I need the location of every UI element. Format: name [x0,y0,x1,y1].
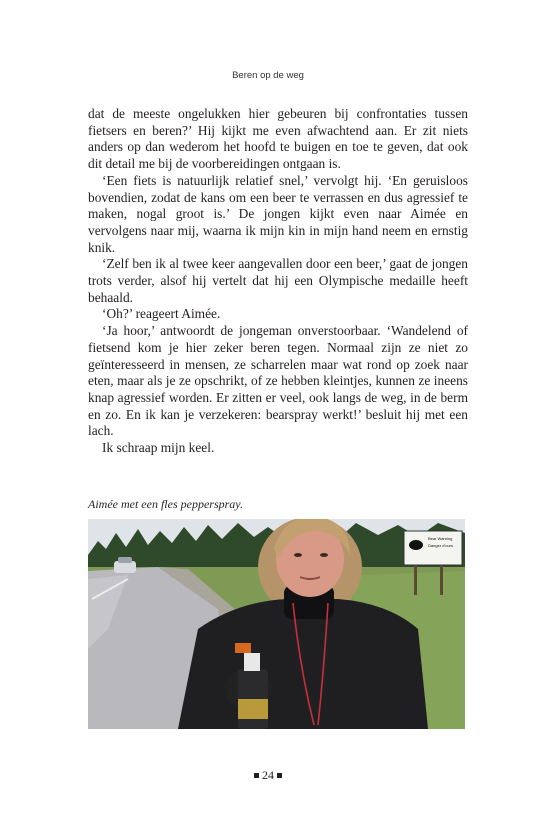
running-header: Beren op de weg [232,70,304,81]
body-text [88,106,468,457]
page-number [0,768,536,783]
paragraph: dat de meeste ongelukken hier gebeuren bij confrontaties tussen fietsers en beren?’ Hij kijkt me even afwachtend aan. Er zit niets anders op dan wederom het hoofd te buigen en toe te geven, dat ook dit detail me bij de voorbereidingen ontgaan is. [88,106,468,172]
photo-caption: Aimée met een fles pepperspray. [88,497,243,511]
paragraph: ‘Zelf ben ik al twee keer aangevallen door een beer,’ gaat de jongen trots verder, alsof hij vertelt dat hij een Olympische medaille heeft behaald. [88,256,468,305]
page-number-value: 24 [262,768,274,782]
photo-woman-pepperspray [88,519,465,729]
paragraph: Ik schraap mijn keel. [102,440,215,456]
paragraph: ‘Oh?’ reageert Aimée. [102,306,221,322]
sign-text-line2: Danger d'ours [428,543,453,548]
square-bullet-icon [277,773,282,778]
square-bullet-icon [254,773,259,778]
sign-text-line1: Bear Warning [428,536,453,541]
paragraph: ‘Een fiets is natuurlijk relatief snel,’ vervolgt hij. ‘En geruisloos bovendien, zodat de kans om een beer te verrassen en dus agressief te maken, nogal groot is.’ De jongen kijkt even naar Aimée en vervolgens naar mij, waarna ik mijn kin in mijn hand neem en ernstig knik. [88,172,468,255]
paragraph: ‘Ja hoor,’ antwoordt de jongeman onverstoorbaar. ‘Wandelend of fietsend kom je hier zeker beren tegen. Normaal zijn ze niet zo geïnteresseerd in mensen, ze scharrelen maar wat rond op zoek naar eten, maar als je ze opschrikt, of ze hebben kleintjes, kunnen ze ineens knap agressief worden. Er zitten er veel, ook langs de weg, in de berm en zo. En ik kan je verzekeren: bearspray werkt!’ besluit hij met een lach. [88,323,468,439]
